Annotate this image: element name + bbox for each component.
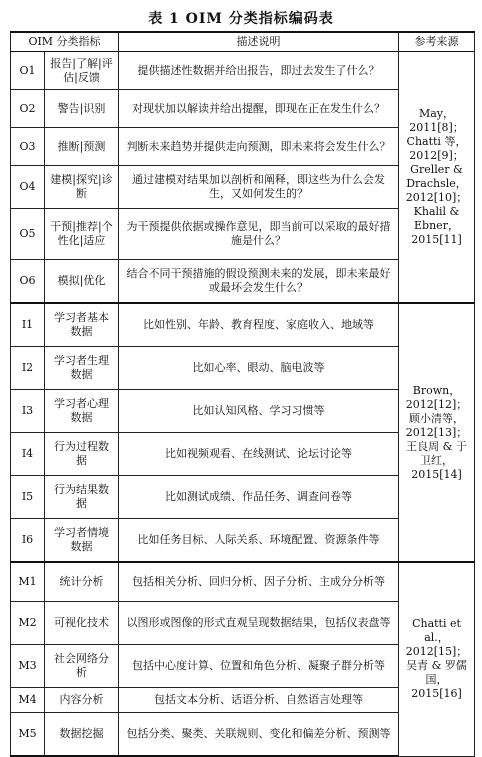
indicator-code: I4 (11, 433, 45, 476)
indicator-description: 结合不同干预措施的假设预测未来的发展，即未来最好或最坏会发生什么？ (119, 260, 399, 304)
indicator-code: O5 (11, 209, 45, 260)
reference-source: May，2011[8]；Chatti 等，2012[9]；Greller & Drachsle，2012[10]；Khalil & Ebner，2015[11] (399, 52, 475, 304)
indicator-code: O3 (11, 128, 45, 166)
indicator-description: 比如心率、眼动、脑电波等 (119, 347, 399, 390)
indicator-code: I5 (11, 476, 45, 519)
indicator-description: 包括中心度计算、位置和角色分析、凝聚子群分析等 (119, 645, 399, 688)
indicator-description: 包括文本分析、话语分析、自然语言处理等 (119, 688, 399, 713)
indicator-category: 行为过程数据 (45, 433, 119, 476)
indicator-code: O2 (11, 90, 45, 128)
indicator-category: 建模|探究|诊断 (45, 166, 119, 209)
indicator-code: M2 (11, 602, 45, 645)
indicator-description: 为干预提供依据或操作意见，即当前可以采取的最好措施是什么？ (119, 209, 399, 260)
indicator-category: 警告|识别 (45, 90, 119, 128)
indicator-code: I3 (11, 390, 45, 433)
indicator-category: 学习者心理数据 (45, 390, 119, 433)
indicator-description: 包括相关分析、回归分析、因子分析、主成分分析等 (119, 562, 399, 602)
indicator-category: 可视化技术 (45, 602, 119, 645)
indicator-category: 行为结果数据 (45, 476, 119, 519)
indicator-code: M1 (11, 562, 45, 602)
indicator-code: M4 (11, 688, 45, 713)
column-header-description: 描述说明 (119, 32, 399, 52)
indicator-code: I6 (11, 519, 45, 563)
indicator-description: 比如任务目标、人际关系、环境配置、资源条件等 (119, 519, 399, 563)
table-body (11, 52, 475, 757)
indicator-code: O6 (11, 260, 45, 304)
indicator-description: 比如认知风格、学习习惯等 (119, 390, 399, 433)
indicator-description: 以图形或图像的形式直观呈现数据结果，包括仪表盘等 (119, 602, 399, 645)
oim-coding-table (10, 31, 475, 757)
indicator-category: 数据挖掘 (45, 713, 119, 757)
table-title: 表 1 OIM 分类指标编码表 (148, 11, 334, 27)
table-row (11, 562, 475, 602)
indicator-category: 学习者情境数据 (45, 519, 119, 563)
indicator-category: 模拟|优化 (45, 260, 119, 304)
indicator-category: 统计分析 (45, 562, 119, 602)
indicator-code: M3 (11, 645, 45, 688)
indicator-description: 比如视频观看、在线测试、论坛讨论等 (119, 433, 399, 476)
indicator-category: 学习者基本数据 (45, 303, 119, 347)
reference-source: Brown，2012[12]；顾小清等，2012[13]；王良周 & 于卫红，2015[14] (399, 303, 475, 562)
indicator-description: 提供描述性数据并给出报告，即过去发生了什么？ (119, 52, 399, 90)
column-header-indicator: OIM 分类指标 (11, 32, 119, 52)
indicator-code: O1 (11, 52, 45, 90)
indicator-code: O4 (11, 166, 45, 209)
indicator-description: 比如测试成绩、作品任务、调查问卷等 (119, 476, 399, 519)
reference-source: Chatti et al.，2012[15]；吴青 & 罗儒国，2015[16] (399, 562, 475, 756)
indicator-description: 判断未来趋势并提供走向预测，即未来将会发生什么？ (119, 128, 399, 166)
table-row (11, 52, 475, 90)
indicator-description: 通过建模对结果加以剖析和阐释，即这些为什么会发生，又如何发生的？ (119, 166, 399, 209)
indicator-description: 包括分类、聚类、关联规则、变化和偏差分析、预测等 (119, 713, 399, 757)
table-row (11, 303, 475, 347)
indicator-category: 推断|预测 (45, 128, 119, 166)
indicator-code: I2 (11, 347, 45, 390)
indicator-code: I1 (11, 303, 45, 347)
indicator-category: 干预|推荐|个性化|适应 (45, 209, 119, 260)
indicator-description: 对现状加以解读并给出提醒，即现在正在发生什么？ (119, 90, 399, 128)
indicator-category: 报告|了解|评估|反馈 (45, 52, 119, 90)
indicator-description: 比如性别、年龄、教育程度、家庭收入、地域等 (119, 303, 399, 347)
column-header-reference: 参考来源 (399, 32, 475, 52)
table-header-row (11, 32, 475, 52)
indicator-category: 内容分析 (45, 688, 119, 713)
indicator-category: 学习者生理数据 (45, 347, 119, 390)
indicator-category: 社会网络分析 (45, 645, 119, 688)
indicator-code: M5 (11, 713, 45, 757)
